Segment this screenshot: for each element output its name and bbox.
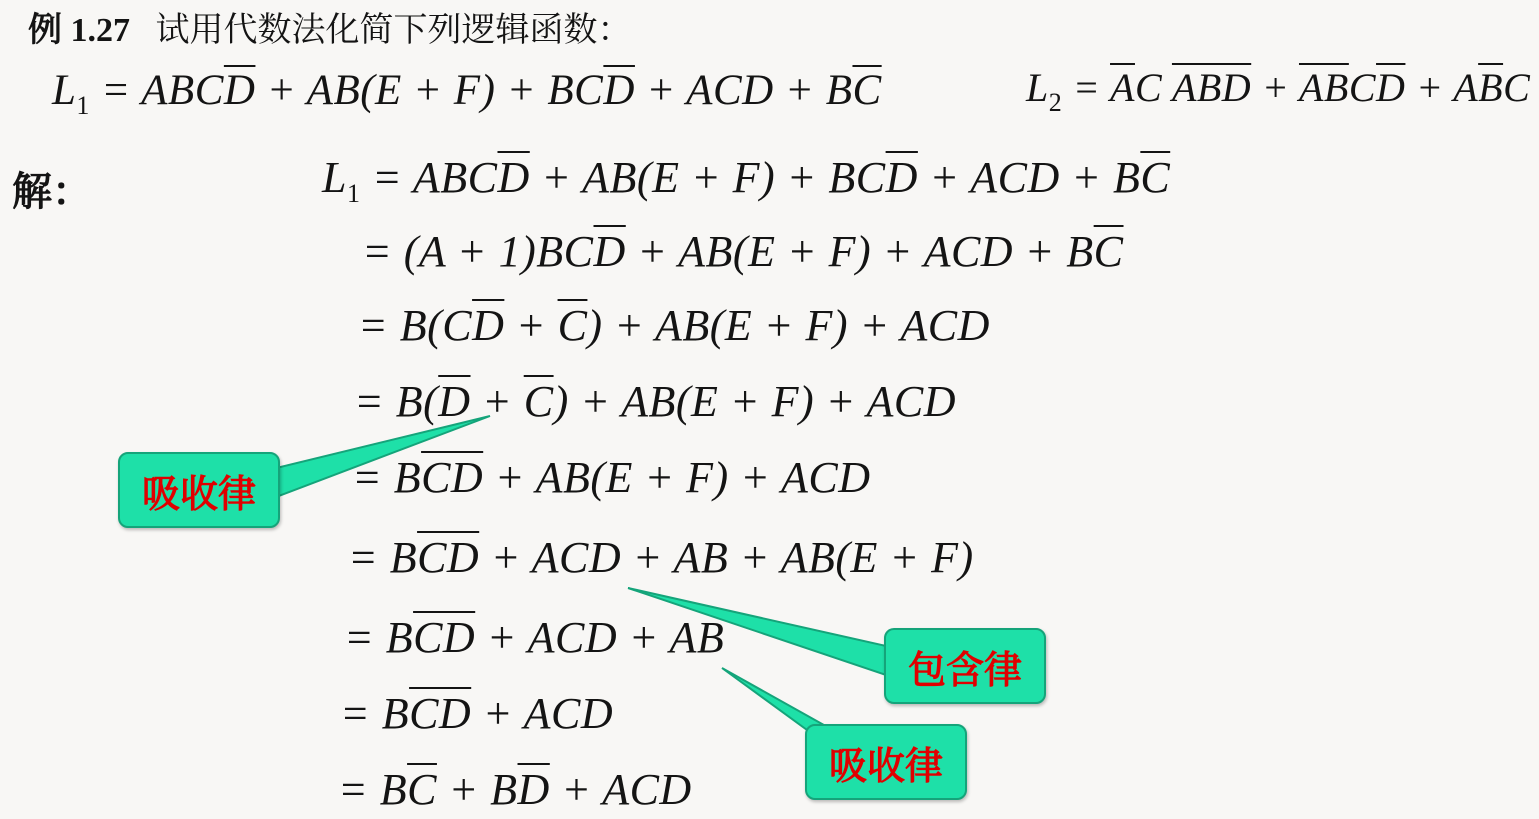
step-3: = $B(C\overline{D} + \overline{C}) + AB(E + F)$ + ACD	[358, 301, 990, 350]
overline-term: $\overline{C}$	[852, 67, 882, 114]
overline-term: $\overline{ABD}$	[1171, 65, 1252, 110]
step-4: = $B(\overline{D} + \overline{C}) + AB(E + F)$ + ACD	[354, 377, 957, 426]
step-8: = $B\overline{CD}$ + ACD	[340, 689, 614, 738]
solution-label: 解：	[12, 169, 92, 215]
overline-term: $\overline{C}$	[1093, 227, 1124, 276]
overline-term: $\overline{D}$	[603, 67, 635, 114]
overline-term: $\overline{CD}$	[421, 453, 484, 502]
step-2: = $(A + 1)BC\overline{D} + AB(E + F)$ + ACD + $B\overline{C}$	[362, 227, 1124, 276]
problem-prefix: 例	[28, 12, 62, 49]
overline-term: $\overline{A}$	[1110, 65, 1135, 110]
overline-term: $\overline{C}$	[557, 301, 588, 350]
overline-term: $\overline{CD}$	[417, 533, 480, 582]
overline-term: $\overline{D}$	[223, 67, 256, 114]
step-9: = $B\overline{C} + B\overline{D}$ + ACD	[338, 765, 692, 814]
callout-pointer-inclusion	[628, 588, 895, 678]
step-1: $L_1 = ABC\overline{D} + AB(E + F) + BC\overline{D}$ + ACD + $B\overline{C}$	[322, 153, 1171, 208]
callout-pointer-absorption-1	[268, 416, 490, 500]
callout-inclusion-law: 包含律	[884, 628, 1046, 704]
overline-term: $\overline{D}$	[593, 227, 626, 276]
step-7: = $B\overline{CD}$ + ACD + AB	[344, 613, 725, 662]
overline-term: $\overline{C}$	[407, 765, 437, 814]
overline-term: $\overline{D}$	[885, 153, 918, 202]
equation-l1: $L_1 = ABC\overline{D} + AB(E + F) + BC\overline{D}$ + ACD + $B\overline{C}$	[52, 67, 882, 120]
overline-term: $\overline{C}$	[1140, 153, 1171, 202]
equation-l2: $L_2 = \overline{A}C$ $\overline{ABD} + \overline{AB}C\overline{D} + A\overline{B}C$	[1026, 65, 1531, 117]
overline-term: $\overline{C}$	[523, 377, 554, 426]
overline-term: $\overline{CD}$	[409, 689, 472, 738]
overline-term: $\overline{D}$	[497, 153, 530, 202]
overline-term: $\overline{D}$	[438, 377, 471, 426]
overline-term: $\overline{D}$	[1376, 65, 1406, 110]
problem-number: 1.27	[70, 12, 130, 49]
step-5: = $B\overline{CD} + AB(E + F)$ + ACD	[352, 453, 871, 502]
overline-term: $\overline{D}$	[472, 301, 505, 350]
callout-absorption-law: 吸收律	[118, 452, 280, 528]
overline-term: $\overline{AB}$	[1298, 65, 1349, 110]
overline-term: $\overline{B}$	[1478, 65, 1504, 110]
problem-text: 试用代数法化简下列逻辑函数：	[155, 12, 632, 49]
callout-absorption-law-2: 吸收律	[805, 724, 967, 800]
overline-term: $\overline{D}$	[517, 765, 550, 814]
overline-term: $\overline{CD}$	[413, 613, 476, 662]
step-6: = $B\overline{CD}$ + ACD + AB + AB(E + F)	[348, 533, 974, 582]
